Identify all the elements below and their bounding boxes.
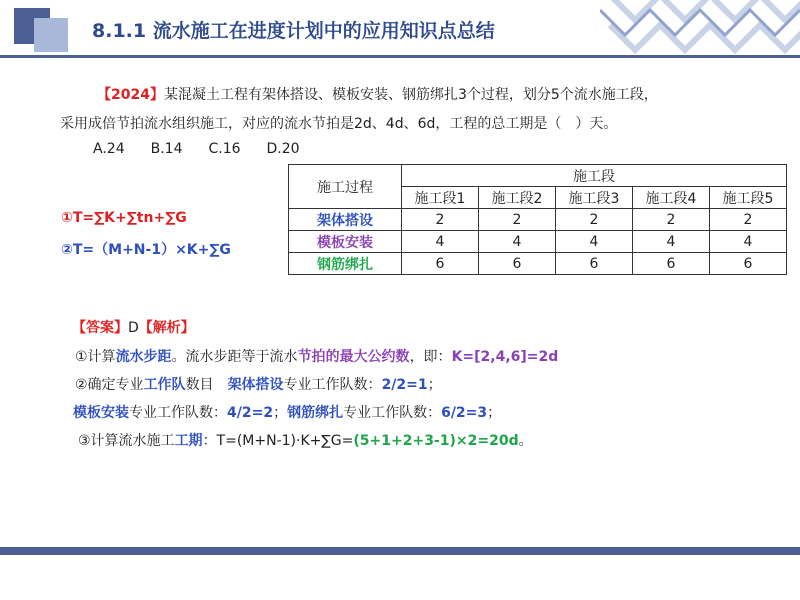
question-text-2: 采用成倍节拍流水组织施工，对应的流水节拍是2d、4d、6d，工程的总工期是（ ）天。 xyxy=(60,116,618,132)
table-header-row xyxy=(289,165,787,187)
duration-result: 20d xyxy=(489,433,519,449)
text-span: ：T=(M+N-1)·K+∑G= xyxy=(202,433,354,449)
text-span: 数目 xyxy=(185,377,228,393)
table-cell: 4 xyxy=(633,231,710,253)
text-span: ②确定专业 xyxy=(75,377,144,393)
team-count-3: 6/2=3 xyxy=(441,405,488,421)
segment-2-header: 施工段2 xyxy=(479,187,556,209)
table-cell: 6 xyxy=(479,253,556,275)
segment-header: 施工段 xyxy=(402,165,787,187)
table-cell: 2 xyxy=(402,209,479,231)
segment-4-header: 施工段4 xyxy=(633,187,710,209)
table-row xyxy=(289,209,787,231)
header-square-light xyxy=(34,18,68,52)
table-cell: 4 xyxy=(556,231,633,253)
analysis-line-3 xyxy=(73,402,501,422)
table-cell: 4 xyxy=(402,231,479,253)
table-cell: 4 xyxy=(710,231,787,253)
keyword-process-1: 架体搭设 xyxy=(227,377,284,393)
question-text-1: 某混凝土工程有架体搭设、模板安装、钢筋绑扎3个过程，划分5个流水施工段， xyxy=(163,87,658,103)
table-cell: 2 xyxy=(479,209,556,231)
team-count-2: 4/2=2 xyxy=(227,405,274,421)
text-span: ； xyxy=(273,405,288,421)
keyword-step: 流水步距 xyxy=(115,349,172,365)
process-name: 架体搭设 xyxy=(289,209,402,231)
keyword-duration: 工期 xyxy=(174,433,203,449)
table-row xyxy=(289,231,787,253)
text-span: ； xyxy=(487,405,502,421)
text-span: 。 xyxy=(518,433,533,449)
text-span: 的 xyxy=(325,349,340,365)
question-year-tag: 【2024】 xyxy=(97,87,164,103)
formula-k: K=[2,4,6]=2d xyxy=(451,349,559,365)
text-span: ①计算 xyxy=(75,349,116,365)
answer-tag: 【答案】 xyxy=(72,320,128,336)
process-name: 钢筋绑扎 xyxy=(289,253,402,275)
option-a: A.24 xyxy=(93,141,125,157)
option-d: D.20 xyxy=(266,141,300,157)
analysis-line-2 xyxy=(75,374,442,394)
header-divider xyxy=(0,55,800,58)
table-cell: 2 xyxy=(556,209,633,231)
analysis-line-4 xyxy=(78,430,533,450)
schedule-table xyxy=(288,164,787,275)
text-span: ，即： xyxy=(409,349,452,365)
segment-1-header: 施工段1 xyxy=(402,187,479,209)
header-decoration xyxy=(600,0,800,55)
keyword-gcd: 最大公约数 xyxy=(339,349,410,365)
formula-1: ①T=∑K+∑tn+∑G xyxy=(61,210,187,226)
keyword-team: 工作队 xyxy=(143,377,186,393)
keyword-process-2: 模板安装 xyxy=(73,405,129,421)
question-line-1 xyxy=(97,84,658,104)
answer-heading xyxy=(72,317,195,337)
segment-5-header: 施工段5 xyxy=(710,187,787,209)
duration-expression: (5+1+2+3-1)×2 xyxy=(353,433,478,449)
text-span: 专业工作队数： xyxy=(343,405,442,421)
table-cell: 6 xyxy=(402,253,479,275)
text-span: 。流水步距等于流水 xyxy=(171,349,298,365)
page-title: 8.1.1 流水施工在进度计划中的应用知识点总结 xyxy=(92,20,495,42)
option-b: B.14 xyxy=(150,141,183,157)
table-cell: 6 xyxy=(633,253,710,275)
answer-options xyxy=(93,141,326,157)
text-span: 专业工作队数： xyxy=(129,405,227,421)
text-span: ； xyxy=(427,377,442,393)
answer-letter: D xyxy=(128,320,139,336)
table-cell: 2 xyxy=(710,209,787,231)
analysis-tag: 【解析】 xyxy=(138,320,195,336)
text-span: = xyxy=(477,433,490,449)
team-count-1: 2/2=1 xyxy=(381,377,428,393)
text-span: ③计算流水施工 xyxy=(78,433,175,449)
process-header: 施工过程 xyxy=(289,165,402,209)
process-name: 模板安装 xyxy=(289,231,402,253)
segment-3-header: 施工段3 xyxy=(556,187,633,209)
text-span: 专业工作队数： xyxy=(283,377,382,393)
option-c: C.16 xyxy=(208,141,241,157)
footer-bar xyxy=(0,547,800,555)
table-cell: 6 xyxy=(556,253,633,275)
keyword-beat: 节拍 xyxy=(297,349,326,365)
keyword-process-3: 钢筋绑扎 xyxy=(287,405,344,421)
table-row xyxy=(289,253,787,275)
table-cell: 4 xyxy=(479,231,556,253)
formula-2: ②T=（M+N-1）×K+∑G xyxy=(61,242,231,258)
table-cell: 2 xyxy=(633,209,710,231)
table-cell: 6 xyxy=(710,253,787,275)
analysis-line-1 xyxy=(75,346,558,366)
